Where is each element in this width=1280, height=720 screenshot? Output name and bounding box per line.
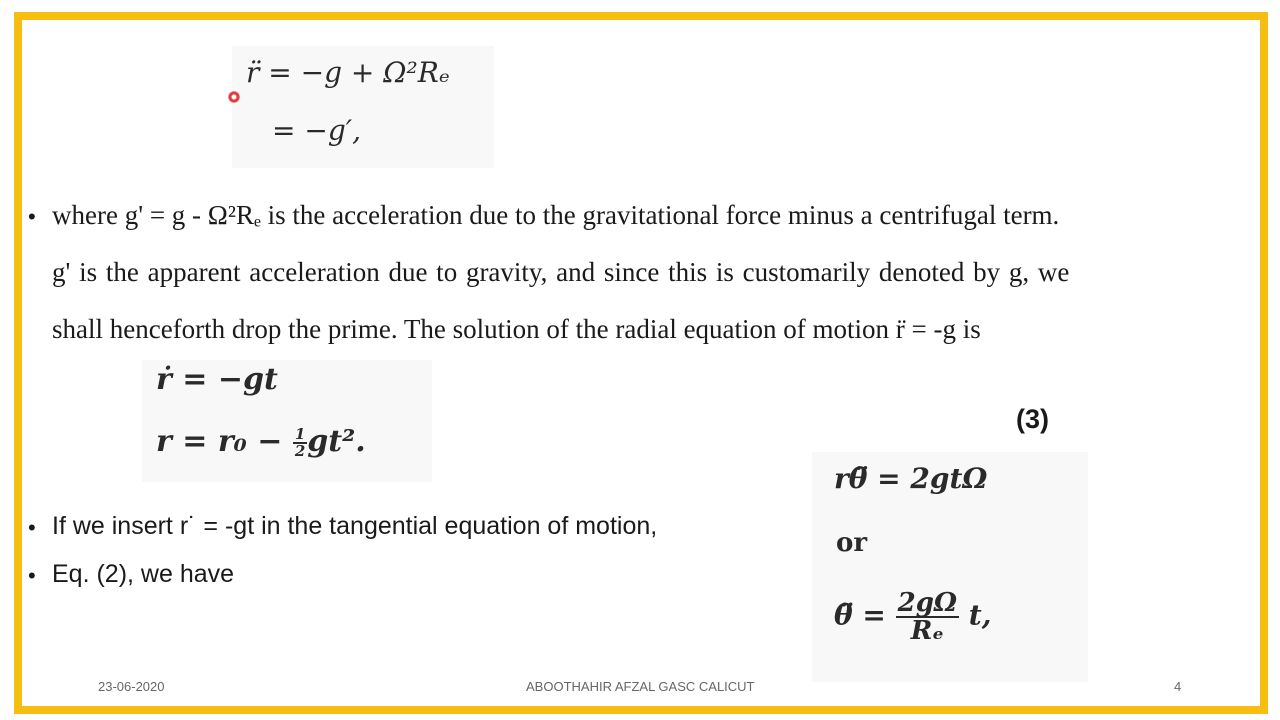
footer-author: ABOOTHAHIR AFZAL GASC CALICUT	[526, 679, 755, 694]
equation-3-line-1: rθ̈ = 2gtΩ	[834, 462, 988, 495]
equation-1-line-2: = −g′,	[272, 114, 362, 147]
equation-2-fraction-num: 1	[294, 425, 306, 443]
bullet-text-3: Eq. (2), we have	[52, 560, 235, 588]
equation-number: (3)	[1016, 404, 1049, 434]
laser-pointer	[228, 91, 240, 103]
equation-3-fraction	[896, 590, 959, 644]
equation-3-tail: t,	[959, 598, 992, 632]
bullet-marker-3: •	[28, 563, 36, 588]
footer-date: 23-06-2020	[98, 679, 165, 694]
footer-page-number: 4	[1174, 679, 1182, 694]
equation-3-line-3	[834, 590, 992, 644]
equation-1-line-1: r̈ = −g + Ω²Rₑ	[246, 56, 450, 89]
bullet-marker-2: •	[28, 515, 36, 540]
paragraph-line-2: g' is the apparent acceleration due to gravity, and since this is customarily denoted by g, we	[52, 257, 1070, 287]
equation-3-or: or	[836, 528, 868, 558]
equation-3-fraction-den: Rₑ	[910, 616, 944, 646]
bullet-text-2: If we insert r˙ = -gt in the tangential equation of motion,	[52, 512, 658, 540]
equation-3-lhs: θ̈ =	[834, 598, 896, 632]
equation-2-fraction	[293, 427, 307, 459]
paragraph-line-1: where g' = g - Ω²Rₑ is the acceleration due to the gravitational force minus a centrifugal term.	[52, 200, 1060, 230]
equation-2-line-2-pre: r = r₀ −	[156, 424, 293, 459]
equation-2-line-2-post: gt².	[307, 424, 366, 459]
equation-2-line-1: ṙ = −gt	[156, 362, 278, 397]
equation-3-fraction-num: 2gΩ	[897, 588, 958, 618]
equation-2-line-2	[156, 424, 366, 459]
bullet-marker-1: •	[28, 204, 36, 229]
equation-2-fraction-den: 2	[294, 442, 306, 460]
paragraph-line-3: shall henceforth drop the prime. The solution of the radial equation of motion r̈ = -g is	[52, 314, 981, 344]
